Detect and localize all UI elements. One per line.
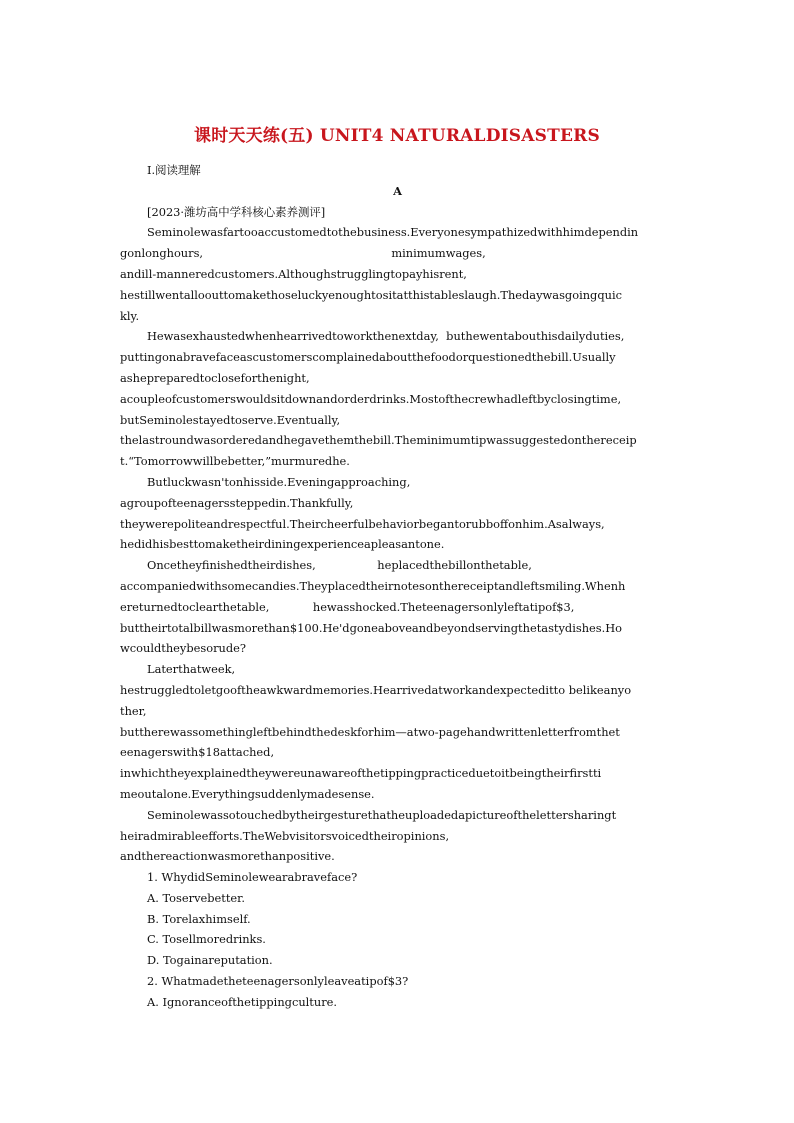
text-line: puttingonabravefaceascustomerscomplainedaboutthefoodorquestionedthebill.Usually (120, 350, 616, 365)
section-heading: Ⅰ.阅读理解 (147, 163, 201, 177)
text-line: Hewasexhaustedwhenhearrivedtoworkthenextday, buthewentabouthisdailyduties, (147, 329, 625, 344)
answer-option[interactable]: C. Tosellmoredrinks. (147, 932, 266, 947)
text-line: Seminolewassotouchedbytheirgesturethatheuploadedapictureofthelettersharingt (147, 807, 617, 822)
passage-label: A (393, 183, 402, 198)
text-line: hestruggledtoletgooftheawkwardmemories.Hearrivedatworkandexpecteditto belikeanyo (120, 682, 632, 697)
question (120, 867, 675, 971)
text-line: heiradmirableefforts.TheWebvisitorsvoicedtheiropinions, (120, 828, 450, 843)
text-line: t.“Tomorrowwillbebetter,”murmuredhe. (120, 454, 350, 469)
paragraph (120, 222, 675, 326)
text-line: acoupleofcustomerswouldsitdownandorderdrinks.Mostofthecrewhadleftbyclosingtime, (120, 391, 622, 406)
text-line: Laterthatweek, (147, 662, 236, 677)
answer-option[interactable]: D. Togainareputation. (147, 953, 273, 968)
worksheet-title: 课时天天练(五) UNIT4 NATURALDISASTERS (194, 126, 600, 146)
text-line: kly. (120, 308, 140, 323)
answer-option[interactable]: A. Toservebetter. (147, 890, 245, 905)
text-line: buttherewassomethingleftbehindthedeskforhim—atwo-pagehandwrittenletterfromthet (120, 724, 620, 739)
text-line: meoutalone.Everythingsuddenlymadesense. (120, 786, 375, 801)
text-line: hedidhisbesttomaketheirdiningexperienceapleasantone. (120, 537, 445, 552)
answer-option[interactable]: A. Ignoranceofthetippingculture. (147, 994, 338, 1009)
question-stem: 2. Whatmadetheteenagersonlyleaveatipof$3? (147, 974, 409, 989)
paragraph (120, 472, 675, 555)
text-line: hestillwentalloouttomakethoseluckyenoughtositatthistableslaugh.Thedaywasgoingquic (120, 287, 622, 302)
paragraph (120, 555, 675, 659)
text-line: andill-manneredcustomers.Althoughstrugglingtopayhisrent, (120, 266, 467, 281)
text-line: ereturnedtoclearthetable, hewasshocked.Theteenagersonlyleftatipof$3, (120, 599, 575, 614)
text-line: inwhichtheyexplainedtheywereunawareofthetippingpracticeduetoitbeingtheirfirstti (120, 766, 602, 781)
text-line: accompaniedwithsomecandies.Theyplacedtheirnotesonthereceiptandleftsmiling.Whenh (120, 578, 626, 593)
source-note: [2023·潍坊高中学科核心素养测评] (147, 204, 326, 219)
text-line: ther, (120, 703, 147, 718)
text-line: buttheirtotalbillwasmorethan$100.He'dgoneaboveandbeyondservingthetastydishes.Ho (120, 620, 623, 635)
text-line: agroupofteenagerssteppedin.Thankfully, (120, 495, 354, 510)
text-line: theywerepoliteandrespectful.Theircheerfulbehaviorbegantorubboffonhim.Asalways, (120, 516, 605, 531)
paragraph (120, 326, 675, 472)
answer-option[interactable]: B. Torelaxhimself. (147, 911, 251, 926)
paragraph (120, 659, 675, 805)
text-line: thelastroundwasorderedandhegavethemthebill.Theminimumtipwassuggestedonthereceip (120, 433, 637, 448)
text-line: ashepreparedtocloseforthenight, (120, 370, 310, 385)
question (120, 971, 675, 1013)
text-line: Butluckwasn'tonhisside.Eveningapproaching, (147, 474, 411, 489)
text-line: andthereactionwasmorethanpositive. (120, 849, 335, 864)
text-line: wcouldtheybesorude? (120, 641, 247, 656)
reading-section (120, 160, 675, 1013)
text-line: Oncetheyfinishedtheirdishes, heplacedthebillonthetable, (147, 558, 532, 573)
text-line: Seminolewasfartooaccustomedtothebusiness.Everyonesympathizedwithhimdependin (147, 225, 639, 240)
question-stem: 1. WhydidSeminolewearabraveface? (147, 870, 358, 885)
text-line: gonlonghours, minimumwages, (120, 246, 486, 261)
paragraph (120, 805, 675, 867)
text-line: butSeminolestayedtoserve.Eventually, (120, 412, 341, 427)
text-line: eenagerswith$18attached, (120, 745, 275, 760)
